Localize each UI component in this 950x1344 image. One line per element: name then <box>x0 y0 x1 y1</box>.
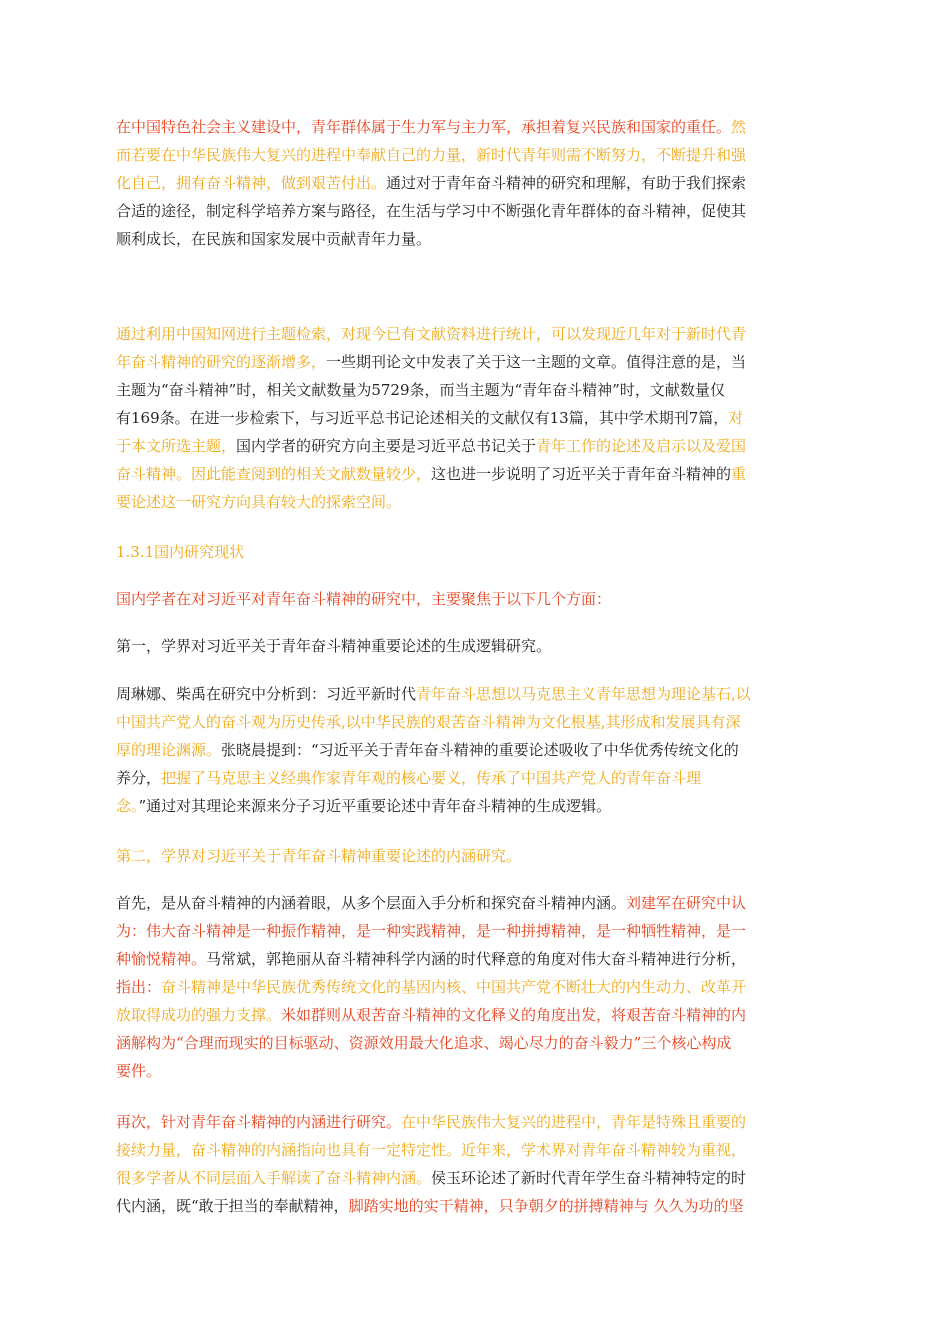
text-run: 而若要在中华民族伟大复兴的进程中奉献自己的力量，新时代青年则需不断努力，不断提升和强 <box>116 146 747 164</box>
text-line <box>116 842 824 870</box>
text-run: 合适的途径，制定科学培养方案与路径，在生活与学习中不断强化青年群体的奋斗精神，促使其 <box>116 202 747 220</box>
text-run: 重 <box>731 465 747 483</box>
text-run: 中国共产党人的奋斗观为历史传承,以中华民族的艰苦奋斗精神为文化根基,其形成和发展具有深 <box>116 713 741 731</box>
text-run: 刘建军在研究中认 <box>626 894 747 912</box>
youth-connotation-paragraph <box>116 1108 824 1220</box>
section-heading-text: 1.3.1国内研究现状 <box>116 543 245 561</box>
point-two-heading <box>116 842 824 870</box>
text-run: 马常斌，郭艳丽从奋斗精神科学内涵的时代释意的角度对伟大奋斗精神进行分析， <box>206 950 747 968</box>
text-run: 在中华民族伟大复兴的进程中，青年是特殊且重要的 <box>401 1113 747 1131</box>
text-run: 接续力量，奋斗精神的内涵指向也具有一定特定性。近年来，学术界对青年奋斗精神较为重视， <box>116 1141 747 1159</box>
text-line <box>116 225 824 253</box>
text-run: 脚踏实地的实干精神，只争朝夕的拼搏精神与 久久为功的坚 <box>348 1197 744 1215</box>
text-run: 为：伟大奋斗精神是一种振作精神，是一种实践精神，是一种拼搏精神，是一种牺牲精神，是一 <box>116 922 747 940</box>
text-run: 米如群则从艰苦奋斗精神的文化释义的角度出发，将艰苦奋斗精神的内 <box>281 1006 747 1024</box>
text-line <box>116 1164 824 1192</box>
text-run: 年奋斗精神的研究的逐渐增多， <box>116 353 327 371</box>
text-line <box>116 376 824 404</box>
text-run: 奋斗精神是中华民族优秀传统文化的基因内核、中国共产党不断壮大的内生动力、改革开 <box>161 978 747 996</box>
text-run: 张晓晨提到：“习近平关于青年奋斗精神的重要论述吸收了中华优秀传统文化的 <box>221 741 739 759</box>
text-run: 奋斗精神。因此能查阅到的相关文献数量较少， <box>116 465 432 483</box>
text-run: ”通过对其理论来源来分子习近平重要论述中青年奋斗精神的生成逻辑。 <box>138 797 612 815</box>
text-line <box>116 488 824 516</box>
text-run: 第一，学界对习近平关于青年奋斗精神重要论述的生成逻辑研究。 <box>116 637 552 655</box>
text-line <box>116 764 824 792</box>
text-line <box>116 792 824 820</box>
text-run: 周琳娜、柴禹在研究中分析到：习近平新时代 <box>116 685 417 703</box>
text-run: 要件。 <box>116 1062 162 1080</box>
intro-paragraph <box>116 113 824 253</box>
text-run: 养分， <box>116 769 162 787</box>
text-line <box>116 917 824 945</box>
text-run: 在中国特色社会主义建设中，青年群体属于生力军与主力军，承担着复兴民族和国家的重任。 <box>116 118 732 136</box>
text-line <box>116 973 824 1001</box>
literature-search-paragraph <box>116 320 824 516</box>
text-run: 指出： <box>116 978 162 996</box>
generation-logic-paragraph <box>116 680 824 820</box>
text-line <box>116 1057 824 1085</box>
section-heading <box>116 538 824 566</box>
connotation-paragraph <box>116 889 824 1085</box>
text-line <box>116 680 824 708</box>
text-run: 种愉悦精神。 <box>116 950 207 968</box>
text-run: 很多学者从不同层面入手解读了奋斗精神内涵。 <box>116 1169 432 1187</box>
text-run: 再次，针对青年奋斗精神的内涵进行研究。 <box>116 1113 402 1131</box>
text-line <box>116 141 824 169</box>
text-line <box>116 1192 824 1220</box>
text-run: 顺利成长，在民族和国家发展中贡献青年力量。 <box>116 230 432 248</box>
text-run: 厚的理论渊源。 <box>116 741 222 759</box>
text-line <box>116 1108 824 1136</box>
text-run: 通过利用中国知网进行主题检索，对现今已有文献资料进行统计，可以发现近几年对于新时代青 <box>116 325 747 343</box>
text-line <box>116 889 824 917</box>
text-run: 国内学者在对习近平对青年奋斗精神的研究中，主要聚焦于以下几个方面： <box>116 590 612 608</box>
text-run: 然 <box>731 118 747 136</box>
text-line <box>116 1136 824 1164</box>
text-line <box>116 1001 824 1029</box>
text-line <box>116 460 824 488</box>
text-run: 于本文所选主题， <box>116 437 237 455</box>
text-line <box>116 320 824 348</box>
text-run: 青年工作的论述及启示以及爱国 <box>536 437 747 455</box>
text-run: 念。 <box>116 797 139 815</box>
text-run: 代内涵，既“敢于担当的奉献精神， <box>116 1197 349 1215</box>
text-run: 通过对于青年奋斗精神的研究和理解，有助于我们探索 <box>386 174 747 192</box>
domestic-research-intro <box>116 585 824 613</box>
text-run: 主题为“奋斗精神”时，相关文献数量为5729条，而当主题为“青年奋斗精神”时，文献数量仅 <box>116 381 725 399</box>
text-run: 涵解构为“合理而现实的目标驱动、资源效用最大化追求、竭心尽力的奋斗毅力”三个核心构成 <box>116 1034 732 1052</box>
text-line <box>116 348 824 376</box>
text-run: 第二，学界对习近平关于青年奋斗精神重要论述的内涵研究。 <box>116 847 522 865</box>
text-run: 首先，是从奋斗精神的内涵着眼，从多个层面入手分析和探究奋斗精神内涵。 <box>116 894 627 912</box>
text-line <box>116 945 824 973</box>
text-run: 这也进一步说明了习近平关于青年奋斗精神的 <box>431 465 732 483</box>
text-line <box>116 432 824 460</box>
text-run: 把握了马克思主义经典作家青年观的核心要义，传承了中国共产党人的青年奋斗理 <box>161 769 702 787</box>
text-run: 化自己，拥有奋斗精神，做到艰苦付出。 <box>116 174 387 192</box>
text-run: 国内学者的研究方向主要是习近平总书记关于 <box>236 437 537 455</box>
text-line <box>116 169 824 197</box>
text-line <box>116 197 824 225</box>
text-line <box>116 736 824 764</box>
text-run: 放取得成功的强力支撑。 <box>116 1006 282 1024</box>
text-line <box>116 632 824 660</box>
point-one-heading <box>116 632 824 660</box>
text-line <box>116 708 824 736</box>
text-line <box>116 404 824 432</box>
text-line <box>116 113 824 141</box>
text-line <box>116 1029 824 1057</box>
text-run: 侯玉环论述了新时代青年学生奋斗精神特定的时 <box>431 1169 747 1187</box>
text-run: 对 <box>728 409 744 427</box>
text-run: 要论述这一研究方向具有较大的探索空间。 <box>116 493 402 511</box>
text-run: 青年奋斗思想以马克思主义青年思想为理论基石,以 <box>416 685 751 703</box>
text-run: 有169条。在进一步检索下，与习近平总书记论述相关的文献仅有13篇，其中学术期刊7篇， <box>116 409 729 427</box>
text-line <box>116 585 824 613</box>
text-run: 一些期刊论文中发表了关于这一主题的文章。值得注意的是，当 <box>326 353 747 371</box>
